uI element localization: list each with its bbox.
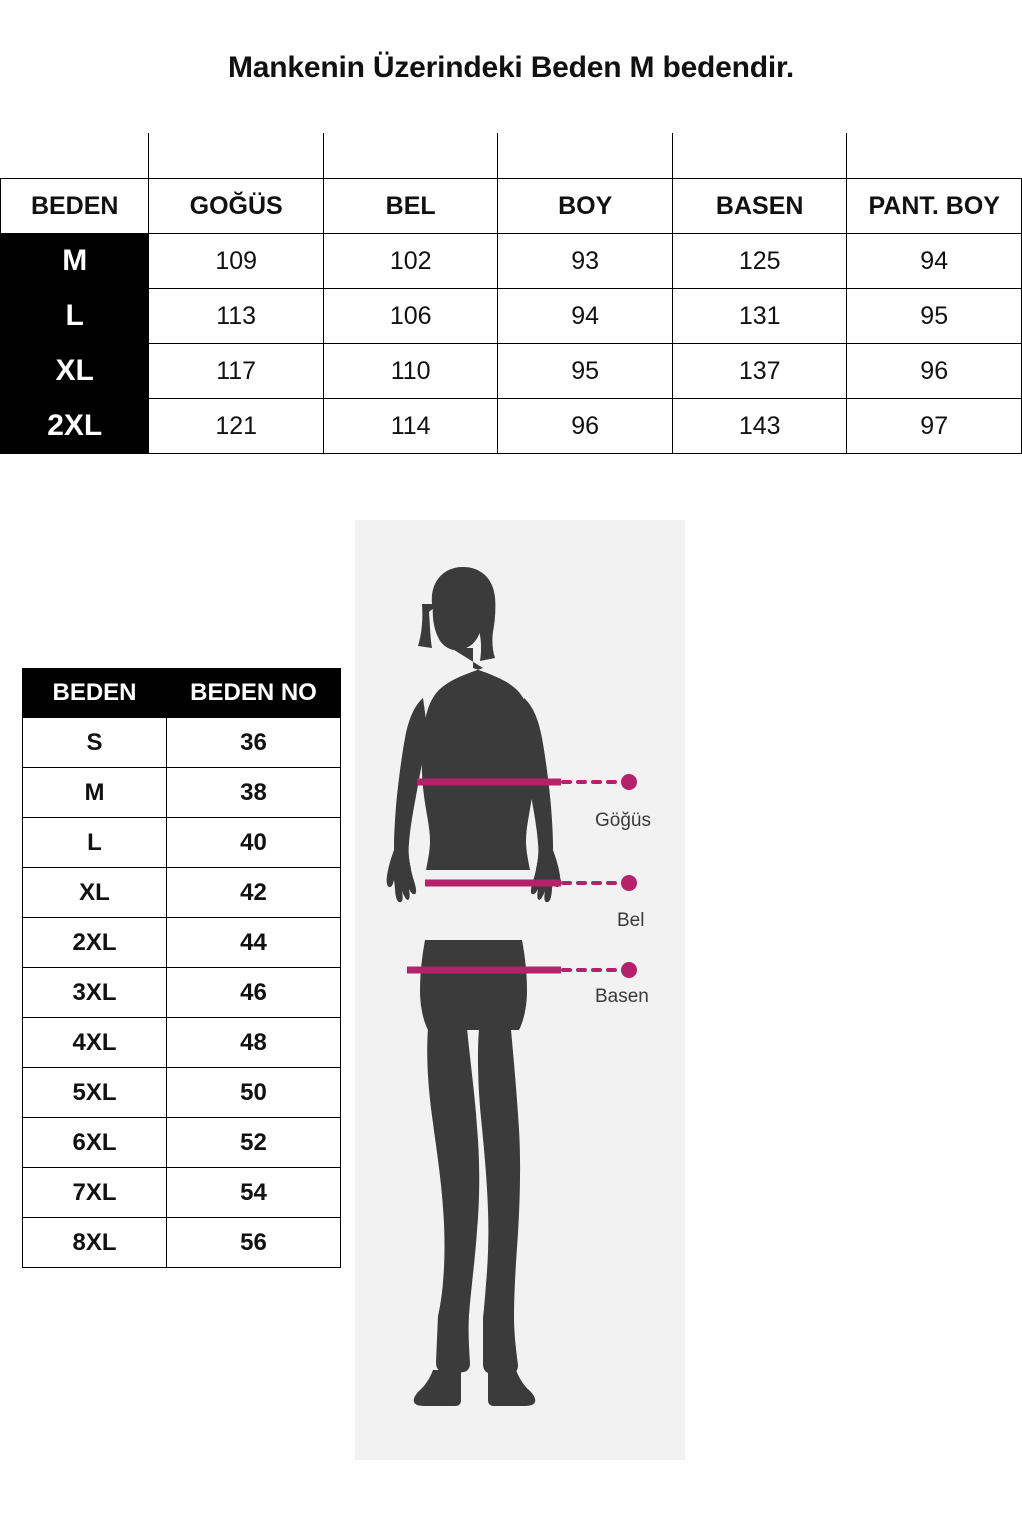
body-measurement-figure <box>355 520 685 1460</box>
cell-pant-boy: 97 <box>847 399 1022 454</box>
chest-measure-dot <box>621 774 637 790</box>
cell-basen: 131 <box>672 289 847 344</box>
cell-pant-boy: 94 <box>847 234 1022 289</box>
size-number-header-row <box>23 669 341 718</box>
waist-label: Bel <box>617 910 645 931</box>
cell-gogus: 121 <box>149 399 324 454</box>
table-row <box>23 768 341 818</box>
cell-size-no: 38 <box>167 768 341 818</box>
column-header-boy: BOY <box>498 179 673 234</box>
cell-bel: 106 <box>323 289 498 344</box>
table-row <box>23 868 341 918</box>
row-size-label: 2XL <box>1 399 149 454</box>
size-number-table-container <box>22 668 340 1268</box>
table-row <box>23 968 341 1018</box>
cell-size: 5XL <box>23 1068 167 1118</box>
table-row <box>1 399 1022 454</box>
table-row <box>23 1218 341 1268</box>
cell-bel: 102 <box>323 234 498 289</box>
cell-bel: 110 <box>323 344 498 399</box>
measurement-table-container <box>0 133 1022 454</box>
column-header-gogus: GOĞÜS <box>149 179 324 234</box>
cell-basen: 125 <box>672 234 847 289</box>
column-header-beden: BEDEN <box>1 179 149 234</box>
hips-label: Basen <box>595 986 649 1007</box>
column-header-beden-no: BEDEN NO <box>167 669 341 718</box>
cell-size-no: 36 <box>167 718 341 768</box>
cell-size: 4XL <box>23 1018 167 1068</box>
size-number-table <box>22 668 341 1268</box>
cell-size: L <box>23 818 167 868</box>
cell-boy: 94 <box>498 289 673 344</box>
cell-size: 8XL <box>23 1218 167 1268</box>
table-row <box>23 1168 341 1218</box>
cell-size-no: 48 <box>167 1018 341 1068</box>
measurement-table <box>0 133 1022 454</box>
cell-size-no: 42 <box>167 868 341 918</box>
cell-size-no: 44 <box>167 918 341 968</box>
hips-measure-dot <box>621 962 637 978</box>
row-size-label: M <box>1 234 149 289</box>
cell-size: M <box>23 768 167 818</box>
cell-boy: 93 <box>498 234 673 289</box>
cell-bel: 114 <box>323 399 498 454</box>
cell-size: XL <box>23 868 167 918</box>
table-row <box>23 818 341 868</box>
table-row <box>23 1018 341 1068</box>
cell-boy: 95 <box>498 344 673 399</box>
column-header-beden: BEDEN <box>23 669 167 718</box>
table-spacer-row <box>1 133 1022 179</box>
row-size-label: XL <box>1 344 149 399</box>
cell-size-no: 52 <box>167 1118 341 1168</box>
cell-gogus: 109 <box>149 234 324 289</box>
table-row <box>1 234 1022 289</box>
cell-size: 6XL <box>23 1118 167 1168</box>
table-row <box>1 289 1022 344</box>
column-header-basen: BASEN <box>672 179 847 234</box>
table-row <box>23 1118 341 1168</box>
cell-size: 3XL <box>23 968 167 1018</box>
table-row <box>23 1068 341 1118</box>
cell-gogus: 113 <box>149 289 324 344</box>
cell-size-no: 56 <box>167 1218 341 1268</box>
table-row <box>1 344 1022 399</box>
measurement-table-header-row <box>1 179 1022 234</box>
page-title: Mankenin Üzerindeki Beden M bedendir. <box>227 50 795 84</box>
cell-size-no: 46 <box>167 968 341 1018</box>
cell-basen: 143 <box>672 399 847 454</box>
cell-size: S <box>23 718 167 768</box>
cell-pant-boy: 95 <box>847 289 1022 344</box>
cell-size: 2XL <box>23 918 167 968</box>
page-title-band <box>0 0 1022 135</box>
cell-size-no: 54 <box>167 1168 341 1218</box>
table-row <box>23 718 341 768</box>
cell-boy: 96 <box>498 399 673 454</box>
cell-basen: 137 <box>672 344 847 399</box>
table-row <box>23 918 341 968</box>
row-size-label: L <box>1 289 149 344</box>
column-header-bel: BEL <box>323 179 498 234</box>
cell-size-no: 50 <box>167 1068 341 1118</box>
cell-size-no: 40 <box>167 818 341 868</box>
cell-gogus: 117 <box>149 344 324 399</box>
column-header-pant-boy: PANT. BOY <box>847 179 1022 234</box>
cell-pant-boy: 96 <box>847 344 1022 399</box>
waist-measure-dot <box>621 875 637 891</box>
chest-label: Göğüs <box>595 810 651 831</box>
cell-size: 7XL <box>23 1168 167 1218</box>
